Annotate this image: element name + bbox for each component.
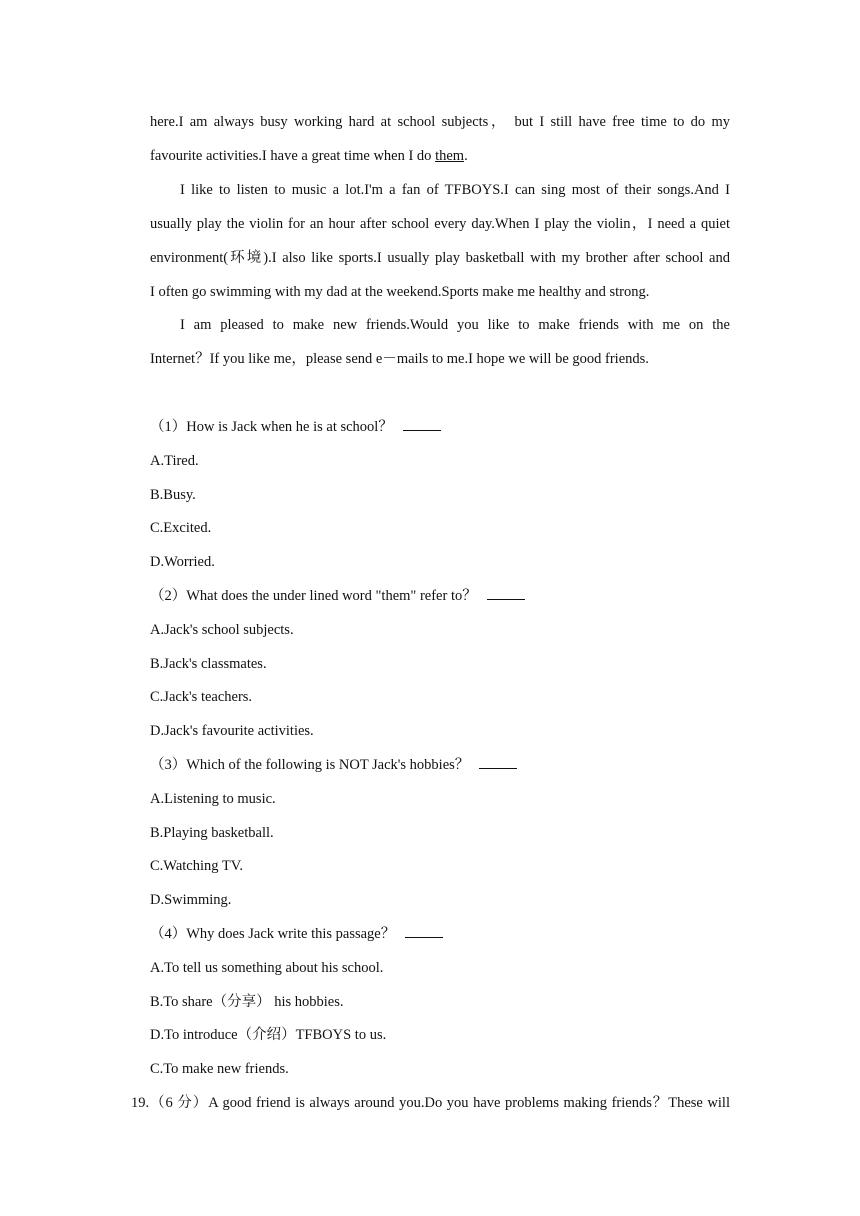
option-item: B.To share（分享） his hobbies. [150,994,344,1010]
option-item: A.To tell us something about his school. [150,960,384,976]
passage-line: I am pleased to make new friends.Would you like to make friends with me on the [180,317,730,333]
option-item: B.Jack's classmates. [150,656,267,672]
question-stem [150,416,730,438]
answer-blank[interactable] [487,585,525,600]
answer-blank[interactable] [405,923,443,938]
passage-line [150,145,730,167]
passage-line: environment(环境).I also like sports.I usually play basketball with my brother after school and [150,250,730,266]
question-text: （2）What does the under lined word "them" refer to？ [150,588,477,604]
passage-text: . [464,148,468,164]
passage-line: usually play the violin for an hour after school every day.When I play the violin，I need a quiet [150,216,730,232]
option-item: D.Jack's favourite activities. [150,723,314,739]
answer-blank[interactable] [403,416,441,431]
passage-line: I often go swimming with my dad at the weekend.Sports make me healthy and strong. [150,284,650,300]
passage-line: I like to listen to music a lot.I'm a fan of TFBOYS.I can sing most of their songs.And I [180,182,730,198]
option-item: A.Listening to music. [150,791,276,807]
option-item: D.To introduce（介绍）TFBOYS to us. [150,1027,387,1043]
option-item: B.Playing basketball. [150,825,274,841]
question-text: （4）Why does Jack write this passage？ [150,926,396,942]
passage-line: here.I am always busy working hard at school subjects， but I still have free time to do my [150,114,730,130]
option-item: C.Watching TV. [150,858,243,874]
answer-blank[interactable] [479,754,517,769]
question-stem [150,923,730,945]
option-item: A.Tired. [150,453,199,469]
option-item: D.Worried. [150,554,215,570]
passage-line: Internet？If you like me，please send e－mails to me.I hope we will be good friends. [150,351,649,367]
option-item: C.To make new friends. [150,1061,289,1077]
question-stem [150,754,730,776]
underlined-word: them [435,148,465,164]
next-question-line: 19.（6 分）A good friend is always around you.Do you have problems making friends？These will [131,1095,730,1111]
question-text: （3）Which of the following is NOT Jack's hobbies？ [150,757,470,773]
option-item: C.Jack's teachers. [150,689,253,705]
passage-text: favourite activities.I have a great time when I do [150,148,436,164]
question-stem [150,585,730,607]
option-item: D.Swimming. [150,892,232,908]
option-item: A.Jack's school subjects. [150,622,294,638]
option-item: B.Busy. [150,487,196,503]
option-item: C.Excited. [150,520,212,536]
question-text: （1）How is Jack when he is at school？ [150,419,393,435]
